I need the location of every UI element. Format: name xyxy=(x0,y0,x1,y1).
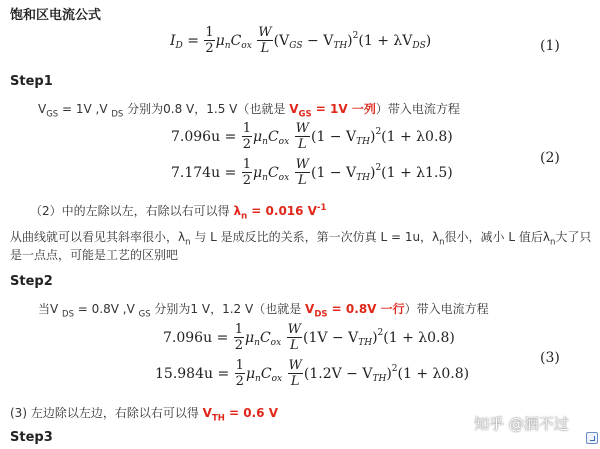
text-run: 大了只 xyxy=(555,230,592,244)
fraction-denominator: 2 xyxy=(242,137,252,152)
step2-title: Step2 xyxy=(10,274,53,289)
eq-symbol: μ xyxy=(245,366,256,382)
fraction-w-over-l xyxy=(295,122,310,152)
eq-symbol: I xyxy=(170,33,176,49)
fraction-w-over-l xyxy=(287,323,302,353)
text-subscript: GS xyxy=(46,109,59,120)
fraction-w-over-l xyxy=(288,359,303,389)
eq-superscript: 2 xyxy=(375,127,382,137)
step3-title: Step3 xyxy=(10,430,53,445)
eq-superscript: 2 xyxy=(375,163,382,173)
eq-lhs: 7.096u xyxy=(163,330,213,346)
eq-symbol: μ xyxy=(253,165,263,181)
eq-subscript: n xyxy=(254,338,260,348)
eq-symbol: ) xyxy=(425,33,432,49)
eq-lhs: 7.174u xyxy=(171,165,221,181)
text-run: （2）中的左除以左，右除以右可以得 xyxy=(30,204,230,218)
text-run: (3) 左边除以左边，右除以右可以得 xyxy=(10,406,203,420)
equation-2a xyxy=(171,122,453,152)
eq-symbol: ) xyxy=(369,165,376,181)
fraction-numerator: 1 xyxy=(234,322,244,337)
fraction-denominator: L xyxy=(260,41,270,56)
eq-symbol: (1 + λV xyxy=(358,33,413,49)
eq-subscript: ox xyxy=(271,374,283,384)
eq-symbol: C xyxy=(267,129,279,145)
eq-superscript: 2 xyxy=(377,328,384,338)
highlight-vth xyxy=(202,406,278,424)
step1-result xyxy=(30,202,327,222)
eq-symbol: μ xyxy=(215,33,225,49)
eq-subscript: n xyxy=(262,137,268,147)
eq-subscript: ox xyxy=(241,41,252,51)
text-run: = 1V 一列 xyxy=(311,102,376,116)
expand-icon[interactable] xyxy=(586,432,598,444)
eq-symbol: = xyxy=(187,33,199,49)
text-run: 从曲线就可以看见其斜率很小，λ xyxy=(10,230,186,244)
fraction-half xyxy=(235,359,245,389)
text-run: = 1V ,V xyxy=(58,102,112,116)
equation-number-3: (3) xyxy=(540,350,560,366)
text-run: 分别为1 V，1.2 V（也就是 xyxy=(150,302,306,316)
text-run: V xyxy=(289,102,299,116)
eq-subscript: TH xyxy=(356,137,370,147)
eq-symbol: ) xyxy=(386,366,392,382)
eq-symbol: (1 − V xyxy=(310,129,357,145)
eq-symbol: C xyxy=(267,165,279,181)
fraction-numerator: 1 xyxy=(242,121,252,136)
explanation-line-1 xyxy=(10,228,592,248)
text-run: 当V xyxy=(38,302,63,316)
text-run: 很小，减小 L 值后λ xyxy=(444,230,550,244)
equation-2b xyxy=(171,158,453,188)
eq-symbol: (1 + λ1.5) xyxy=(381,165,453,181)
text-run: = 0.8V ,V xyxy=(73,302,139,316)
eq-subscript: ox xyxy=(278,173,290,183)
eq-symbol: (1 − V xyxy=(310,165,357,181)
text-subscript: DS xyxy=(314,309,328,320)
step2-result xyxy=(10,404,278,424)
text-subscript: n xyxy=(549,237,556,248)
fraction-denominator: L xyxy=(289,338,299,353)
text-run: ）带入电流方程 xyxy=(375,102,460,116)
eq-subscript: DS xyxy=(412,41,426,51)
eq-symbol: = xyxy=(216,330,229,346)
step1-paragraph xyxy=(38,100,460,120)
equation-1 xyxy=(170,26,431,56)
section-heading: 饱和区电流公式 xyxy=(10,8,102,23)
eq-subscript: ox xyxy=(270,338,282,348)
eq-symbol: (V xyxy=(273,33,290,49)
eq-symbol: (1V − V xyxy=(302,330,359,346)
fraction-numerator: W xyxy=(288,358,302,373)
explanation-line-2: 是一点点，可能是工艺的区别吧 xyxy=(10,248,179,262)
equation-3b xyxy=(155,359,469,389)
text-subscript: TH xyxy=(211,413,225,424)
text-subscript: n xyxy=(439,237,445,248)
text-run: ）带入电流方程 xyxy=(404,302,489,316)
fraction-numerator: 1 xyxy=(205,25,214,40)
fraction-numerator: 1 xyxy=(235,358,244,373)
eq-subscript: D xyxy=(175,41,183,51)
fraction-denominator: L xyxy=(297,137,307,152)
text-subscript: DS xyxy=(111,109,124,120)
eq-superscript: 2 xyxy=(391,364,398,374)
fraction-numerator: W xyxy=(295,157,309,172)
eq-lhs: 7.096u xyxy=(171,129,221,145)
eq-symbol: C xyxy=(230,33,242,49)
fraction-denominator: 2 xyxy=(234,338,244,353)
fraction-numerator: W xyxy=(287,322,301,337)
eq-lhs: 15.984u xyxy=(155,366,214,382)
fraction-w-over-l xyxy=(295,158,310,188)
equation-3a xyxy=(163,323,455,353)
fraction-w-over-l xyxy=(257,26,272,56)
fraction-half xyxy=(234,323,244,353)
text-run: V xyxy=(202,406,212,420)
eq-subscript: TH xyxy=(333,41,348,51)
eq-subscript: TH xyxy=(358,338,373,348)
text-subscript: GS xyxy=(138,309,151,320)
eq-symbol: ) xyxy=(369,129,376,145)
highlight-vgs xyxy=(289,102,376,120)
step1-title: Step1 xyxy=(10,74,53,89)
eq-symbol: (1 + λ0.8) xyxy=(383,330,455,346)
eq-symbol: μ xyxy=(245,330,255,346)
eq-subscript: n xyxy=(255,374,261,384)
eq-subscript: GS xyxy=(289,41,303,51)
highlight-vds xyxy=(305,302,405,320)
text-subscript: n xyxy=(241,211,248,222)
fraction-half xyxy=(242,158,252,188)
fraction-denominator: 2 xyxy=(205,41,214,56)
eq-symbol: ) xyxy=(372,330,378,346)
fraction-numerator: W xyxy=(295,121,309,136)
text-subscript: GS xyxy=(298,109,312,120)
eq-symbol: − V xyxy=(302,33,334,49)
text-run: 分别为0.8 V，1.5 V（也就是 xyxy=(123,102,290,116)
eq-subscript: TH xyxy=(356,173,370,183)
text-subscript: DS xyxy=(62,309,74,320)
eq-symbol: C xyxy=(260,366,272,382)
step2-paragraph xyxy=(38,300,489,320)
text-run: V xyxy=(38,102,47,116)
fraction-denominator: 2 xyxy=(242,173,252,188)
eq-symbol: C xyxy=(259,330,271,346)
eq-symbol: ) xyxy=(347,33,353,49)
text-run: = 0.016 V xyxy=(247,204,317,218)
zhihu-watermark: 知乎 @酒不过 xyxy=(474,415,569,433)
eq-symbol: (1 + λ0.8) xyxy=(381,129,453,145)
fraction-denominator: 2 xyxy=(235,374,244,389)
eq-symbol: μ xyxy=(253,129,263,145)
equation-number-1: (1) xyxy=(540,38,560,54)
text-run: = 0.6 V xyxy=(224,406,278,420)
fraction-half xyxy=(242,122,252,152)
eq-symbol: (1 + λ0.8) xyxy=(397,366,470,382)
fraction-denominator: L xyxy=(297,173,307,188)
text-run: λ xyxy=(233,204,242,218)
highlight-lambda xyxy=(233,203,327,222)
eq-subscript: ox xyxy=(278,137,290,147)
fraction-numerator: 1 xyxy=(242,157,252,172)
eq-symbol: = xyxy=(217,366,230,382)
eq-subscript: n xyxy=(262,173,268,183)
text-run: = 0.8V 一行 xyxy=(327,302,405,316)
eq-symbol: (1.2V − V xyxy=(303,366,373,382)
text-superscript: -1 xyxy=(316,203,327,213)
fraction-numerator: W xyxy=(258,25,272,40)
text-run: V xyxy=(305,302,315,316)
eq-symbol: = xyxy=(224,165,237,181)
eq-subscript: n xyxy=(224,41,231,51)
equation-number-2: (2) xyxy=(540,150,560,166)
text-run: 与 L 是成反比的关系，第一次仿真 L = 1u，λ xyxy=(190,230,440,244)
fraction-denominator: L xyxy=(290,374,300,389)
eq-subscript: TH xyxy=(372,374,387,384)
text-subscript: n xyxy=(185,237,191,248)
eq-symbol: = xyxy=(224,129,237,145)
fraction-half xyxy=(204,26,214,56)
eq-superscript: 2 xyxy=(352,31,359,41)
